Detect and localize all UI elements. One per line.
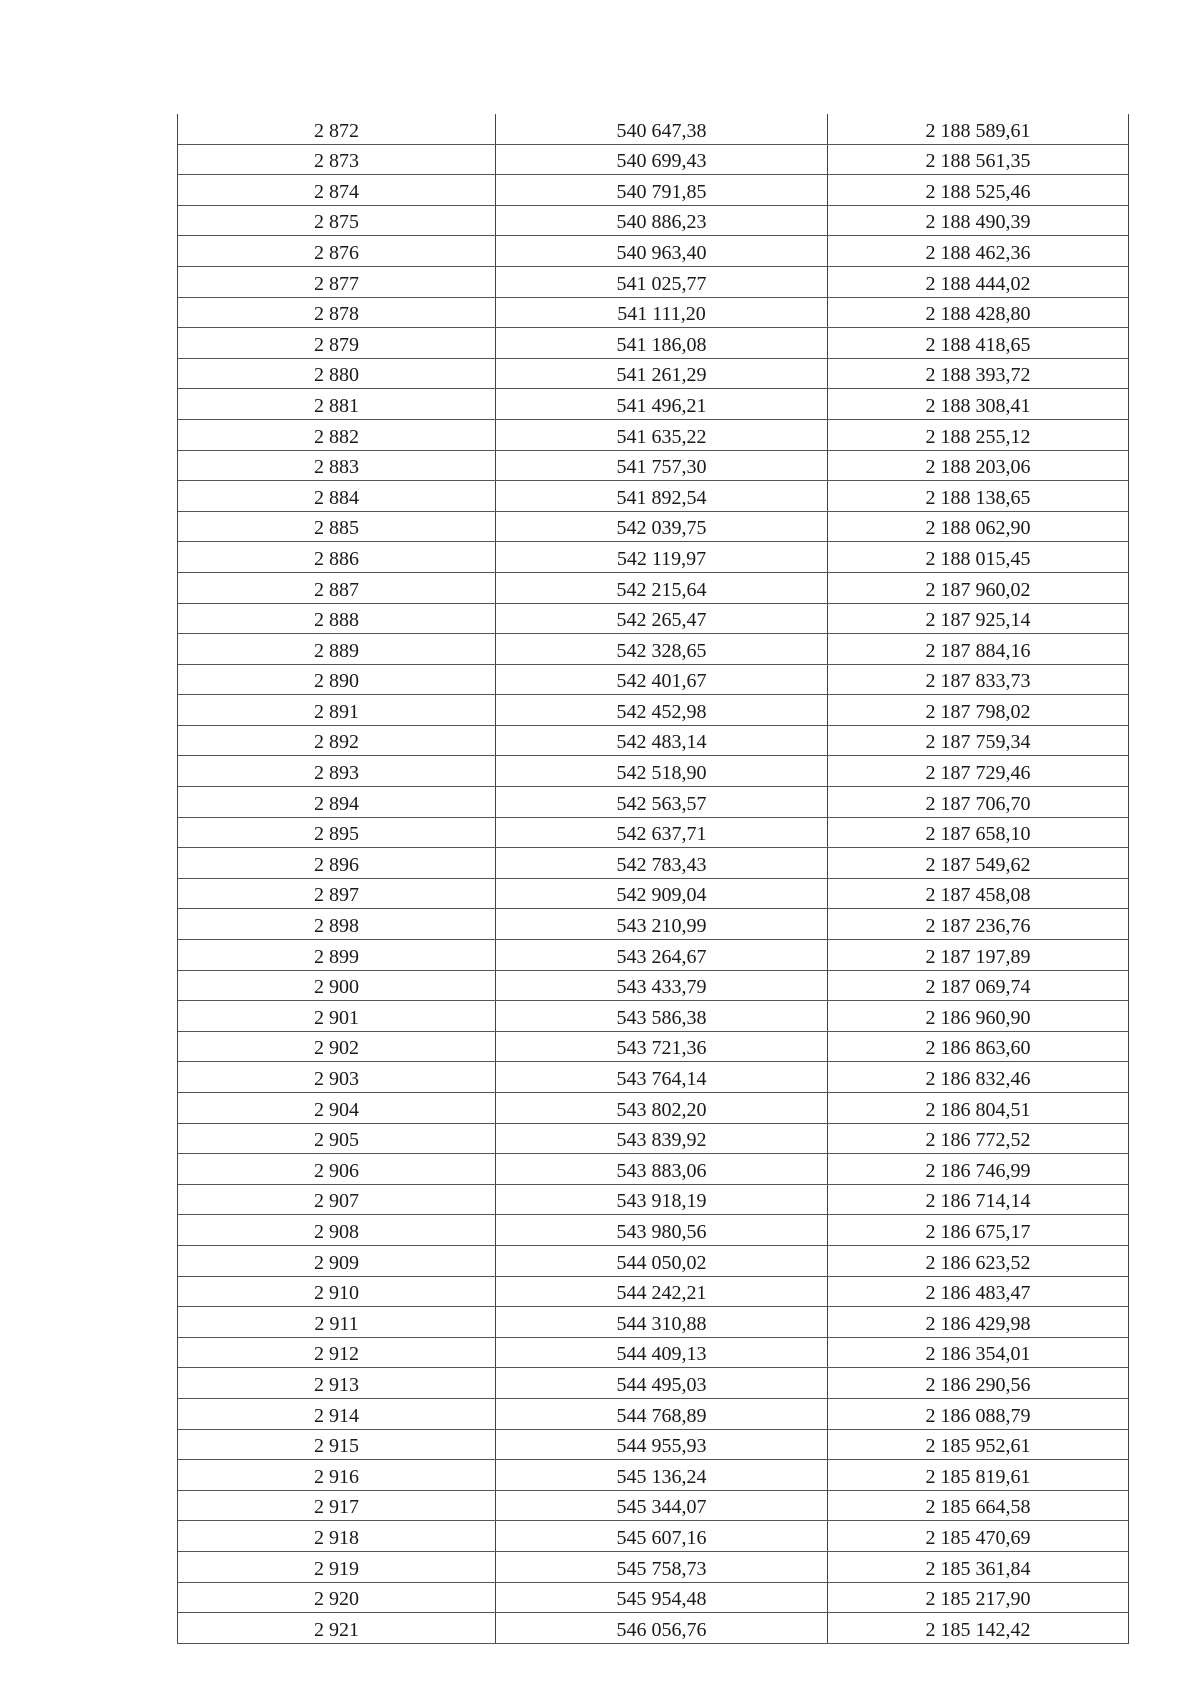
point-number-cell: 2 901 <box>178 1001 496 1032</box>
x-coordinate-cell: 543 980,56 <box>496 1215 828 1246</box>
x-coordinate-cell: 542 265,47 <box>496 603 828 634</box>
y-coordinate-cell: 2 185 819,61 <box>828 1460 1129 1491</box>
y-coordinate-cell: 2 188 561,35 <box>828 144 1129 175</box>
x-coordinate-cell: 543 433,79 <box>496 970 828 1001</box>
table-row <box>178 1307 1129 1338</box>
table-row <box>178 848 1129 879</box>
point-number-cell: 2 872 <box>178 114 496 144</box>
point-number-cell: 2 874 <box>178 175 496 206</box>
table-row <box>178 389 1129 420</box>
table-row <box>178 1245 1129 1276</box>
y-coordinate-cell: 2 186 290,56 <box>828 1368 1129 1399</box>
point-number-cell: 2 900 <box>178 970 496 1001</box>
x-coordinate-cell: 540 886,23 <box>496 205 828 236</box>
table-row <box>178 1184 1129 1215</box>
y-coordinate-cell: 2 188 203,06 <box>828 450 1129 481</box>
table-row <box>178 144 1129 175</box>
table-row <box>178 725 1129 756</box>
point-number-cell: 2 895 <box>178 817 496 848</box>
x-coordinate-cell: 543 721,36 <box>496 1031 828 1062</box>
point-number-cell: 2 911 <box>178 1307 496 1338</box>
table-row <box>178 817 1129 848</box>
x-coordinate-cell: 541 261,29 <box>496 358 828 389</box>
x-coordinate-cell: 543 764,14 <box>496 1062 828 1093</box>
y-coordinate-cell: 2 187 960,02 <box>828 572 1129 603</box>
point-number-cell: 2 903 <box>178 1062 496 1093</box>
point-number-cell: 2 915 <box>178 1429 496 1460</box>
table-row <box>178 787 1129 818</box>
y-coordinate-cell: 2 186 832,46 <box>828 1062 1129 1093</box>
x-coordinate-cell: 544 310,88 <box>496 1307 828 1338</box>
y-coordinate-cell: 2 188 525,46 <box>828 175 1129 206</box>
table-row <box>178 909 1129 940</box>
point-number-cell: 2 880 <box>178 358 496 389</box>
point-number-cell: 2 897 <box>178 878 496 909</box>
y-coordinate-cell: 2 188 490,39 <box>828 205 1129 236</box>
x-coordinate-cell: 543 586,38 <box>496 1001 828 1032</box>
y-coordinate-cell: 2 185 470,69 <box>828 1521 1129 1552</box>
table-row <box>178 1062 1129 1093</box>
x-coordinate-cell: 542 637,71 <box>496 817 828 848</box>
y-coordinate-cell: 2 186 675,17 <box>828 1215 1129 1246</box>
y-coordinate-cell: 2 185 664,58 <box>828 1490 1129 1521</box>
y-coordinate-cell: 2 186 772,52 <box>828 1123 1129 1154</box>
table-row <box>178 1613 1129 1644</box>
point-number-cell: 2 886 <box>178 542 496 573</box>
point-number-cell: 2 916 <box>178 1460 496 1491</box>
table-row <box>178 1215 1129 1246</box>
table-row <box>178 358 1129 389</box>
table-row <box>178 1460 1129 1491</box>
x-coordinate-cell: 545 136,24 <box>496 1460 828 1491</box>
table-row <box>178 1276 1129 1307</box>
x-coordinate-cell: 542 401,67 <box>496 664 828 695</box>
point-number-cell: 2 893 <box>178 756 496 787</box>
y-coordinate-cell: 2 188 589,61 <box>828 114 1129 144</box>
y-coordinate-cell: 2 187 549,62 <box>828 848 1129 879</box>
point-number-cell: 2 912 <box>178 1337 496 1368</box>
x-coordinate-cell: 544 768,89 <box>496 1398 828 1429</box>
table-row <box>178 236 1129 267</box>
y-coordinate-cell: 2 186 804,51 <box>828 1093 1129 1124</box>
point-number-cell: 2 910 <box>178 1276 496 1307</box>
coordinates-table <box>177 114 1129 1644</box>
y-coordinate-cell: 2 187 236,76 <box>828 909 1129 940</box>
x-coordinate-cell: 544 495,03 <box>496 1368 828 1399</box>
y-coordinate-cell: 2 185 217,90 <box>828 1582 1129 1613</box>
x-coordinate-cell: 545 758,73 <box>496 1551 828 1582</box>
point-number-cell: 2 889 <box>178 634 496 665</box>
table-row <box>178 481 1129 512</box>
x-coordinate-cell: 545 607,16 <box>496 1521 828 1552</box>
x-coordinate-cell: 542 119,97 <box>496 542 828 573</box>
point-number-cell: 2 918 <box>178 1521 496 1552</box>
x-coordinate-cell: 542 328,65 <box>496 634 828 665</box>
point-number-cell: 2 894 <box>178 787 496 818</box>
point-number-cell: 2 883 <box>178 450 496 481</box>
table-row <box>178 1337 1129 1368</box>
x-coordinate-cell: 542 909,04 <box>496 878 828 909</box>
point-number-cell: 2 884 <box>178 481 496 512</box>
y-coordinate-cell: 2 187 458,08 <box>828 878 1129 909</box>
point-number-cell: 2 905 <box>178 1123 496 1154</box>
point-number-cell: 2 882 <box>178 419 496 450</box>
table-row <box>178 878 1129 909</box>
y-coordinate-cell: 2 188 015,45 <box>828 542 1129 573</box>
table-row <box>178 756 1129 787</box>
table-row <box>178 1154 1129 1185</box>
x-coordinate-cell: 545 344,07 <box>496 1490 828 1521</box>
table-row <box>178 1368 1129 1399</box>
table-row <box>178 695 1129 726</box>
table-row <box>178 266 1129 297</box>
table-row <box>178 297 1129 328</box>
point-number-cell: 2 898 <box>178 909 496 940</box>
point-number-cell: 2 877 <box>178 266 496 297</box>
table-row <box>178 940 1129 971</box>
y-coordinate-cell: 2 186 714,14 <box>828 1184 1129 1215</box>
x-coordinate-cell: 540 647,38 <box>496 114 828 144</box>
table-row <box>178 328 1129 359</box>
point-number-cell: 2 885 <box>178 511 496 542</box>
y-coordinate-cell: 2 187 884,16 <box>828 634 1129 665</box>
y-coordinate-cell: 2 188 138,65 <box>828 481 1129 512</box>
y-coordinate-cell: 2 186 429,98 <box>828 1307 1129 1338</box>
x-coordinate-cell: 541 757,30 <box>496 450 828 481</box>
x-coordinate-cell: 541 635,22 <box>496 419 828 450</box>
x-coordinate-cell: 542 215,64 <box>496 572 828 603</box>
table-row <box>178 970 1129 1001</box>
y-coordinate-cell: 2 188 062,90 <box>828 511 1129 542</box>
y-coordinate-cell: 2 185 361,84 <box>828 1551 1129 1582</box>
x-coordinate-cell: 542 783,43 <box>496 848 828 879</box>
x-coordinate-cell: 541 111,20 <box>496 297 828 328</box>
y-coordinate-cell: 2 187 197,89 <box>828 940 1129 971</box>
y-coordinate-cell: 2 188 462,36 <box>828 236 1129 267</box>
point-number-cell: 2 902 <box>178 1031 496 1062</box>
table-row <box>178 1031 1129 1062</box>
x-coordinate-cell: 543 918,19 <box>496 1184 828 1215</box>
table-row <box>178 603 1129 634</box>
point-number-cell: 2 891 <box>178 695 496 726</box>
x-coordinate-cell: 543 839,92 <box>496 1123 828 1154</box>
x-coordinate-cell: 543 264,67 <box>496 940 828 971</box>
y-coordinate-cell: 2 185 142,42 <box>828 1613 1129 1644</box>
table-row <box>178 450 1129 481</box>
y-coordinate-cell: 2 188 393,72 <box>828 358 1129 389</box>
point-number-cell: 2 913 <box>178 1368 496 1399</box>
y-coordinate-cell: 2 186 354,01 <box>828 1337 1129 1368</box>
y-coordinate-cell: 2 187 729,46 <box>828 756 1129 787</box>
x-coordinate-cell: 545 954,48 <box>496 1582 828 1613</box>
table-row <box>178 1123 1129 1154</box>
y-coordinate-cell: 2 186 746,99 <box>828 1154 1129 1185</box>
x-coordinate-cell: 544 242,21 <box>496 1276 828 1307</box>
point-number-cell: 2 876 <box>178 236 496 267</box>
y-coordinate-cell: 2 187 833,73 <box>828 664 1129 695</box>
table-row <box>178 1001 1129 1032</box>
table-row <box>178 175 1129 206</box>
point-number-cell: 2 887 <box>178 572 496 603</box>
x-coordinate-cell: 540 791,85 <box>496 175 828 206</box>
y-coordinate-cell: 2 186 088,79 <box>828 1398 1129 1429</box>
y-coordinate-cell: 2 186 623,52 <box>828 1245 1129 1276</box>
table-row <box>178 1582 1129 1613</box>
y-coordinate-cell: 2 187 798,02 <box>828 695 1129 726</box>
table-row <box>178 1551 1129 1582</box>
x-coordinate-cell: 544 050,02 <box>496 1245 828 1276</box>
point-number-cell: 2 921 <box>178 1613 496 1644</box>
x-coordinate-cell: 542 518,90 <box>496 756 828 787</box>
x-coordinate-cell: 543 210,99 <box>496 909 828 940</box>
table-row <box>178 1429 1129 1460</box>
table-row <box>178 542 1129 573</box>
y-coordinate-cell: 2 188 428,80 <box>828 297 1129 328</box>
x-coordinate-cell: 543 802,20 <box>496 1093 828 1124</box>
x-coordinate-cell: 546 056,76 <box>496 1613 828 1644</box>
point-number-cell: 2 892 <box>178 725 496 756</box>
point-number-cell: 2 890 <box>178 664 496 695</box>
point-number-cell: 2 875 <box>178 205 496 236</box>
point-number-cell: 2 878 <box>178 297 496 328</box>
x-coordinate-cell: 541 496,21 <box>496 389 828 420</box>
x-coordinate-cell: 541 025,77 <box>496 266 828 297</box>
y-coordinate-cell: 2 186 863,60 <box>828 1031 1129 1062</box>
y-coordinate-cell: 2 188 444,02 <box>828 266 1129 297</box>
point-number-cell: 2 920 <box>178 1582 496 1613</box>
y-coordinate-cell: 2 188 308,41 <box>828 389 1129 420</box>
coordinates-table-body <box>178 114 1129 1643</box>
table-row <box>178 419 1129 450</box>
y-coordinate-cell: 2 187 925,14 <box>828 603 1129 634</box>
point-number-cell: 2 904 <box>178 1093 496 1124</box>
y-coordinate-cell: 2 186 960,90 <box>828 1001 1129 1032</box>
y-coordinate-cell: 2 187 069,74 <box>828 970 1129 1001</box>
x-coordinate-cell: 541 186,08 <box>496 328 828 359</box>
y-coordinate-cell: 2 187 658,10 <box>828 817 1129 848</box>
y-coordinate-cell: 2 185 952,61 <box>828 1429 1129 1460</box>
table-row <box>178 114 1129 144</box>
y-coordinate-cell: 2 187 706,70 <box>828 787 1129 818</box>
point-number-cell: 2 896 <box>178 848 496 879</box>
y-coordinate-cell: 2 188 418,65 <box>828 328 1129 359</box>
point-number-cell: 2 917 <box>178 1490 496 1521</box>
table-row <box>178 1490 1129 1521</box>
coordinates-table-wrapper <box>177 114 1128 1644</box>
x-coordinate-cell: 543 883,06 <box>496 1154 828 1185</box>
table-row <box>178 664 1129 695</box>
x-coordinate-cell: 544 409,13 <box>496 1337 828 1368</box>
point-number-cell: 2 899 <box>178 940 496 971</box>
x-coordinate-cell: 540 963,40 <box>496 236 828 267</box>
point-number-cell: 2 881 <box>178 389 496 420</box>
y-coordinate-cell: 2 186 483,47 <box>828 1276 1129 1307</box>
x-coordinate-cell: 542 483,14 <box>496 725 828 756</box>
x-coordinate-cell: 540 699,43 <box>496 144 828 175</box>
point-number-cell: 2 919 <box>178 1551 496 1582</box>
table-row <box>178 572 1129 603</box>
point-number-cell: 2 879 <box>178 328 496 359</box>
table-row <box>178 1398 1129 1429</box>
x-coordinate-cell: 542 563,57 <box>496 787 828 818</box>
x-coordinate-cell: 542 452,98 <box>496 695 828 726</box>
point-number-cell: 2 914 <box>178 1398 496 1429</box>
table-row <box>178 1521 1129 1552</box>
x-coordinate-cell: 544 955,93 <box>496 1429 828 1460</box>
point-number-cell: 2 909 <box>178 1245 496 1276</box>
table-row <box>178 511 1129 542</box>
table-row <box>178 205 1129 236</box>
table-row <box>178 1093 1129 1124</box>
point-number-cell: 2 873 <box>178 144 496 175</box>
y-coordinate-cell: 2 187 759,34 <box>828 725 1129 756</box>
y-coordinate-cell: 2 188 255,12 <box>828 419 1129 450</box>
point-number-cell: 2 908 <box>178 1215 496 1246</box>
point-number-cell: 2 888 <box>178 603 496 634</box>
x-coordinate-cell: 542 039,75 <box>496 511 828 542</box>
point-number-cell: 2 907 <box>178 1184 496 1215</box>
table-row <box>178 634 1129 665</box>
x-coordinate-cell: 541 892,54 <box>496 481 828 512</box>
point-number-cell: 2 906 <box>178 1154 496 1185</box>
